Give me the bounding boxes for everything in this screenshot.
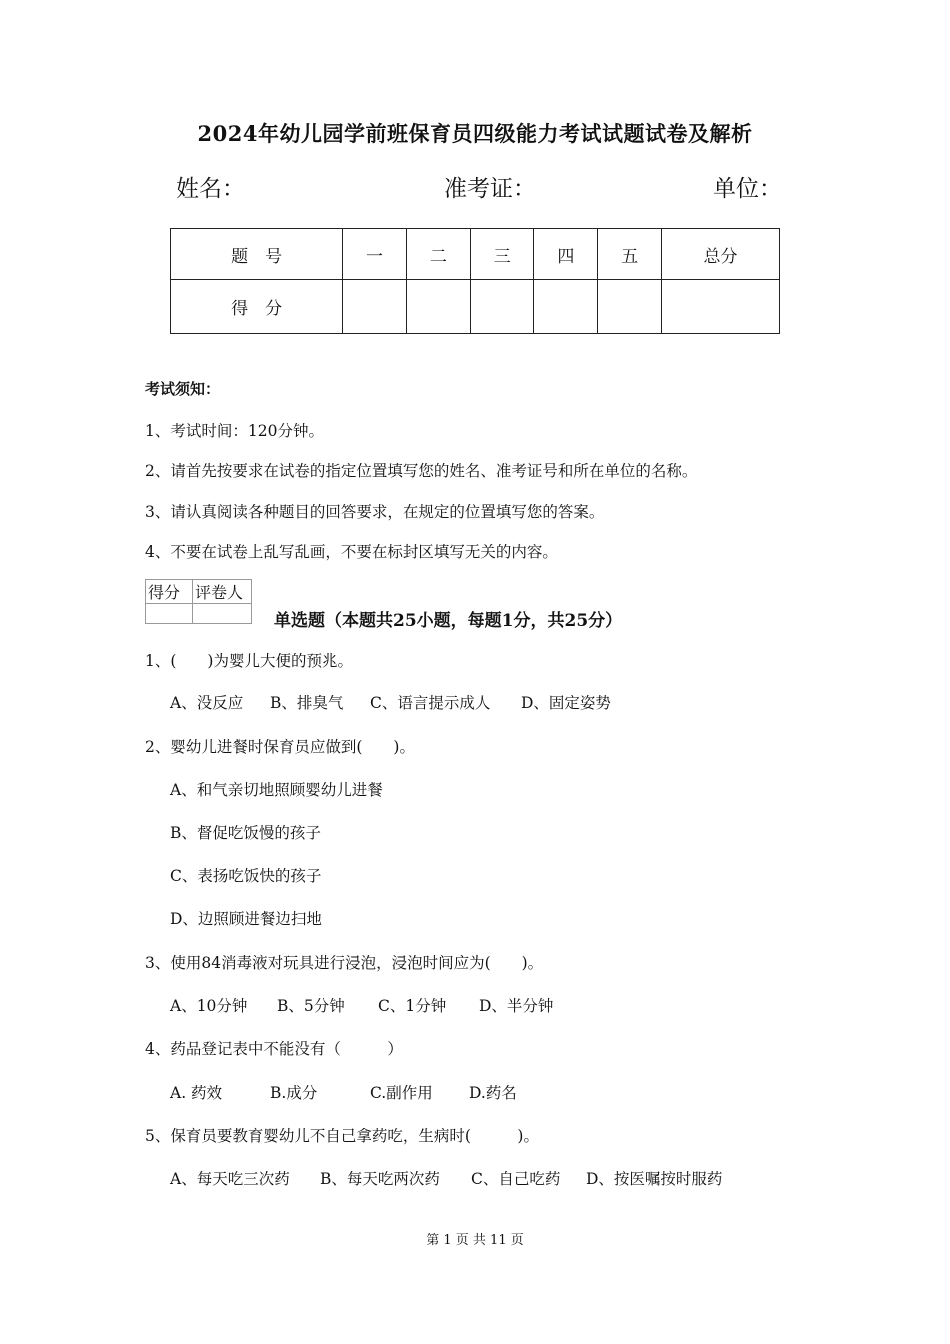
- question-options: [170, 1081, 517, 1103]
- notice-item: 2、请首先按要求在试卷的指定位置填写您的姓名、准考证号和所在单位的名称。: [145, 462, 698, 480]
- score-table-score-row: [171, 280, 780, 334]
- page-footer: 第 1 页 共 11 页: [426, 1233, 524, 1248]
- grader-reviewer-label: 评卷人: [193, 580, 252, 604]
- option[interactable]: B、每天吃两次药: [320, 1170, 440, 1188]
- section-heading: 单选题（本题共25小题，每题1分，共25分）: [274, 611, 623, 631]
- score-input-cell[interactable]: [534, 280, 598, 334]
- option[interactable]: B、督促吃饭慢的孩子: [170, 824, 321, 842]
- option[interactable]: C、自己吃药: [471, 1170, 561, 1188]
- notice-item: 1、考试时间：120分钟。: [145, 422, 324, 440]
- score-header-cell: 四: [534, 229, 598, 280]
- question-options: [170, 1167, 722, 1189]
- question-text: 5、保育员要教育婴幼儿不自己拿药吃，生病时( )。: [145, 1127, 539, 1145]
- score-input-cell[interactable]: [662, 280, 780, 334]
- question-options: [170, 691, 611, 713]
- notice-item: 3、请认真阅读各种题目的回答要求，在规定的位置填写您的答案。: [145, 503, 605, 521]
- score-header-cell: 五: [598, 229, 662, 280]
- score-header-cell: 题 号: [171, 229, 343, 280]
- score-row-label: 得 分: [171, 280, 343, 334]
- grader-reviewer-cell[interactable]: [193, 604, 252, 624]
- option[interactable]: B.成分: [270, 1084, 318, 1102]
- option[interactable]: D.药名: [469, 1084, 517, 1102]
- option[interactable]: D、按医嘱按时服药: [586, 1170, 723, 1188]
- name-field-label[interactable]: 姓名：: [176, 176, 245, 202]
- option[interactable]: D、边照顾进餐边扫地: [170, 910, 322, 928]
- option[interactable]: A、每天吃三次药: [170, 1170, 290, 1188]
- question-options: [170, 994, 553, 1016]
- document-title: 2024年幼儿园学前班保育员四级能力考试试题试卷及解析: [197, 121, 753, 146]
- score-header-cell: 二: [406, 229, 470, 280]
- score-input-cell[interactable]: [598, 280, 662, 334]
- score-table: [170, 228, 780, 334]
- option[interactable]: B、5分钟: [277, 997, 345, 1015]
- grader-score-cell[interactable]: [146, 604, 193, 624]
- unit-field-label[interactable]: 单位：: [713, 176, 782, 202]
- option[interactable]: A. 药效: [170, 1084, 223, 1102]
- notice-item: 4、不要在试卷上乱写乱画，不要在标封区填写无关的内容。: [145, 543, 558, 561]
- score-table-header-row: [171, 229, 780, 280]
- score-input-cell[interactable]: [470, 280, 534, 334]
- option[interactable]: D、固定姿势: [521, 694, 611, 712]
- question-text: 4、药品登记表中不能没有（ ）: [145, 1040, 403, 1058]
- candidate-fields: [176, 170, 782, 202]
- option[interactable]: A、10分钟: [170, 997, 248, 1015]
- option[interactable]: C、1分钟: [378, 997, 447, 1015]
- score-header-cell: 三: [470, 229, 534, 280]
- score-header-cell: 一: [343, 229, 407, 280]
- option[interactable]: C、语言提示成人: [370, 694, 491, 712]
- grader-score-label: 得分: [146, 580, 193, 604]
- score-input-cell[interactable]: [406, 280, 470, 334]
- score-header-cell: 总分: [662, 229, 780, 280]
- question-text: 3、使用84消毒液对玩具进行浸泡，浸泡时间应为( )。: [145, 954, 544, 972]
- question-text: 1、( )为婴儿大便的预兆。: [145, 652, 353, 670]
- question-text: 2、婴幼儿进餐时保育员应做到( )。: [145, 738, 415, 756]
- option[interactable]: B、排臭气: [270, 694, 344, 712]
- option[interactable]: A、没反应: [170, 694, 244, 712]
- notice-heading: 考试须知：: [145, 380, 221, 398]
- option[interactable]: A、和气亲切地照顾婴幼儿进餐: [170, 781, 383, 799]
- option[interactable]: C.副作用: [370, 1084, 433, 1102]
- grader-box: [145, 579, 252, 624]
- score-input-cell[interactable]: [343, 280, 407, 334]
- exam-id-field-label[interactable]: 准考证：: [444, 176, 536, 202]
- option[interactable]: C、表扬吃饭快的孩子: [170, 867, 322, 885]
- option[interactable]: D、半分钟: [479, 997, 554, 1015]
